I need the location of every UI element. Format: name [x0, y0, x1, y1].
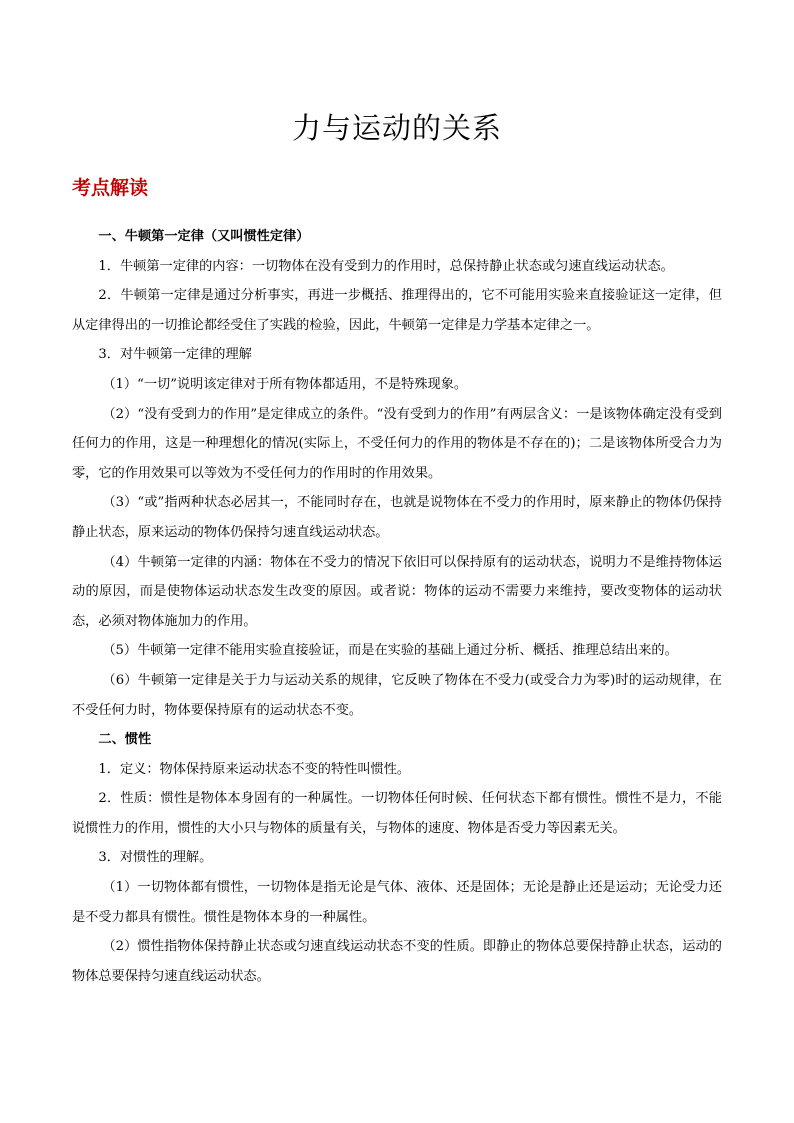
- paragraph: （1）“一切”说明该定律对于所有物体都适用，不是特殊现象。: [102, 376, 468, 392]
- paragraph: （6）牛顿第一定律是关于力与运动关系的规律，它反映了物体在不受力(或受合力为零)时的运动规律，在不受任何力时，物体要保持原有的运动状态不变。: [72, 672, 722, 718]
- page-title: 力与运动的关系: [291, 111, 502, 145]
- paragraph: （2）“没有受到力的作用”是定律成立的条件。“没有受到力的作用”有两层含义：一是该物体确定没有受到任何力的作用，这是一种理想化的情况(实际上，不受任何力的作用的物体是不存在的)；二是该物体所受合力为零，它的作用效果可以等效为不受任何力的作用时的作用效果。: [72, 406, 722, 481]
- heading-inertia: 二、惯性: [98, 732, 152, 748]
- heading-newton-first-law: 一、牛顿第一定律（又叫惯性定律）: [98, 229, 310, 244]
- paragraph: 1．牛顿第一定律的内容：一切物体在没有受到力的作用时，总保持静止状态或匀速直线运动状态。: [98, 258, 674, 274]
- paragraph: （4）牛顿第一定律的内涵：物体在不受力的情况下依旧可以保持原有的运动状态，说明力不是维持物体运动的原因，而是使物体运动状态发生改变的原因。或者说：物体的运动不需要力来维持，要改变物体的运动状态，必须对物体施加力的作用。: [72, 554, 722, 629]
- document-body: [72, 222, 722, 991]
- paragraph: （3）“或”指两种状态必居其一，不能同时存在，也就是说物体在不受力的作用时，原来静止的物体仍保持静止状态，原来运动的物体仍保持匀速直线运动状态。: [72, 495, 722, 540]
- paragraph: 2．牛顿第一定律是通过分析事实，再进一步概括、推理得出的，它不可能用实验来直接验证这一定律，但从定律得出的一切推论都经受住了实践的检验，因此，牛顿第一定律是力学基本定律之一。: [72, 288, 722, 333]
- paragraph: （2）惯性指物体保持静止状态或匀速直线运动状态不变的性质。即静止的物体总要保持静止状态，运动的物体总要保持匀速直线运动状态。: [72, 939, 722, 984]
- paragraph: 2．性质：惯性是物体本身固有的一种属性。一切物体任何时候、任何状态下都有惯性。惯性不是力，不能说惯性力的作用，惯性的大小只与物体的质量有关，与物体的速度、物体是否受力等因素无关。: [72, 791, 722, 836]
- paragraph: （1）一切物体都有惯性，一切物体是指无论是气体、液体、还是固体；无论是静止还是运动；无论受力还是不受力都具有惯性。惯性是物体本身的一种属性。: [72, 880, 722, 925]
- section-heading: 考点解读: [72, 177, 149, 199]
- paragraph: 1．定义：物体保持原来运动状态不变的特性叫惯性。: [98, 761, 411, 777]
- paragraph: 3．对牛顿第一定律的理解: [98, 347, 252, 363]
- paragraph: （5）牛顿第一定律不能用实验直接验证，而是在实验的基础上通过分析、概括、推理总结出来的。: [102, 643, 678, 659]
- paragraph: 3．对惯性的理解。: [98, 850, 213, 866]
